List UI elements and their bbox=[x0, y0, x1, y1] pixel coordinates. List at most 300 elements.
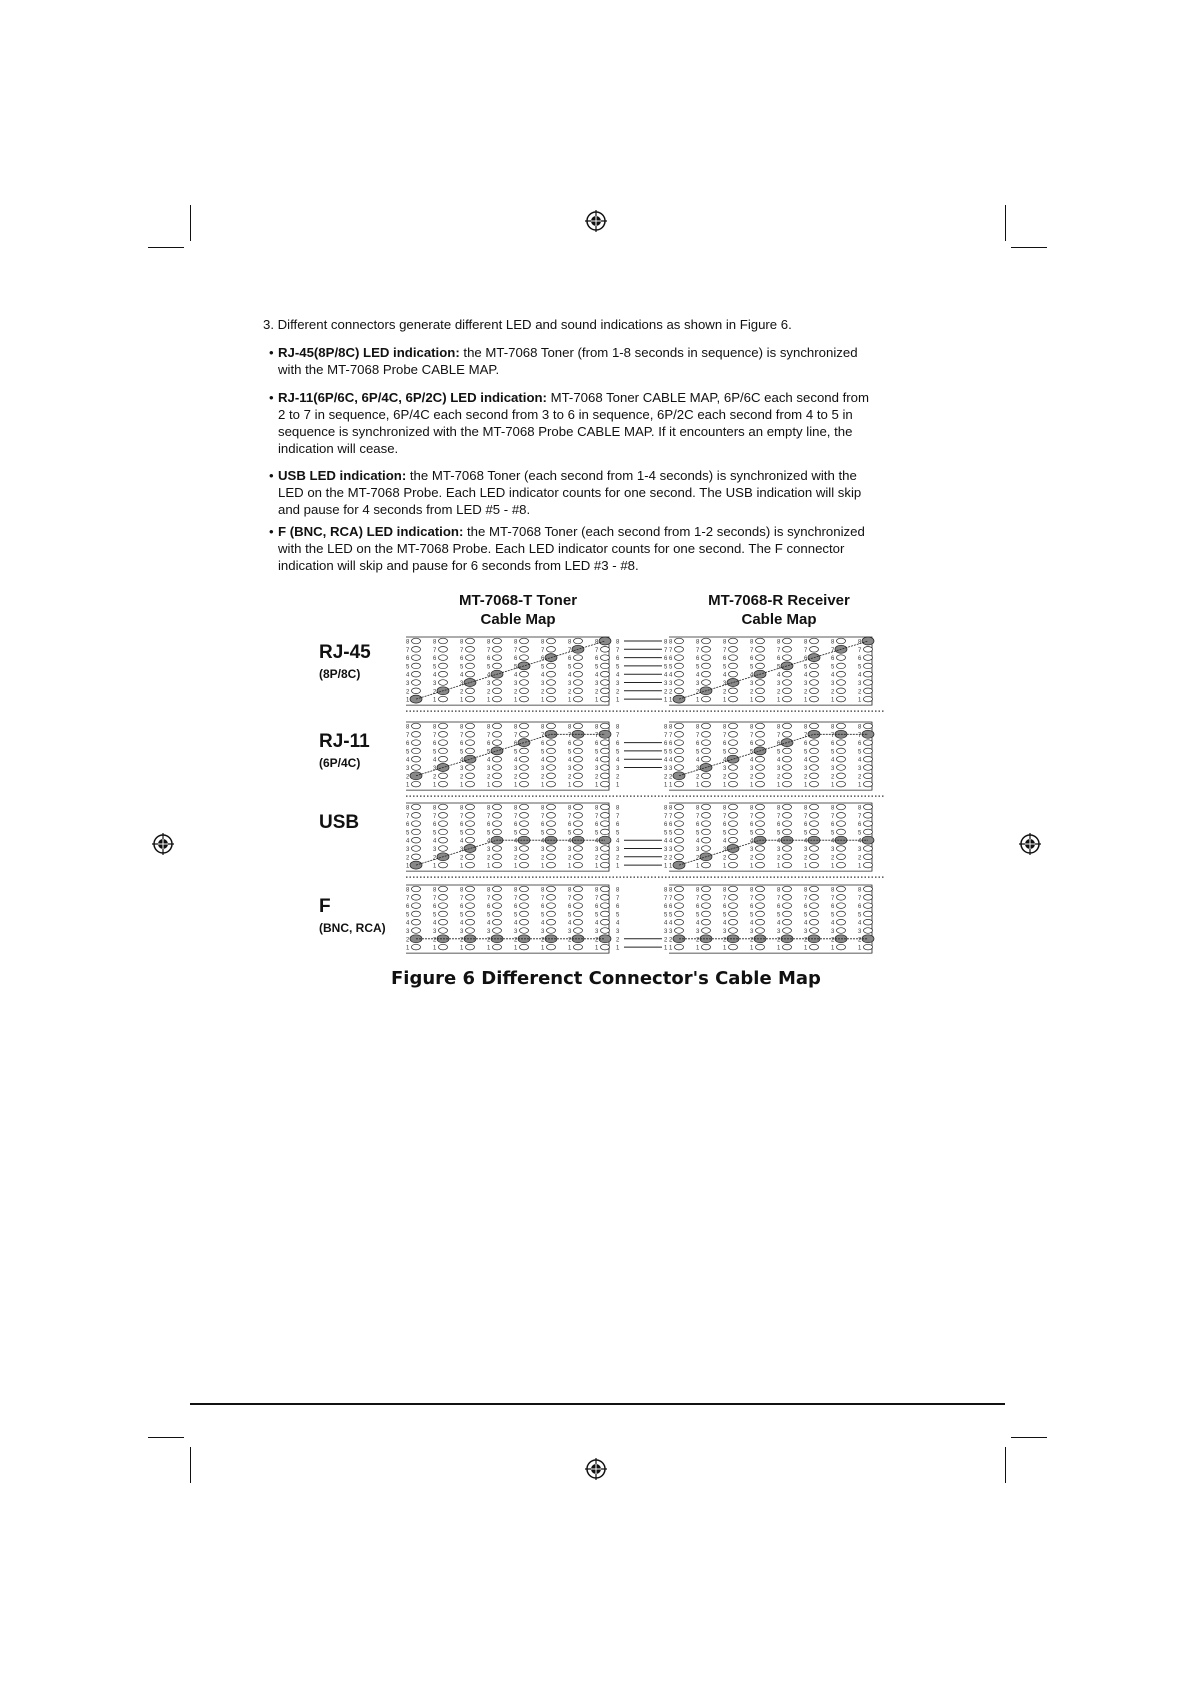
led-number: 5 bbox=[568, 912, 572, 919]
led-number: 1 bbox=[804, 697, 808, 704]
led-number: 6 bbox=[750, 656, 754, 663]
led-number: 8 bbox=[831, 805, 835, 812]
led-off-icon bbox=[412, 837, 421, 843]
led-off-icon bbox=[412, 671, 421, 677]
led-off-icon bbox=[547, 919, 556, 925]
led-number: 8 bbox=[858, 639, 862, 646]
wire-pin-number: 4 bbox=[664, 757, 668, 764]
led-number: 4 bbox=[568, 757, 572, 764]
led-off-icon bbox=[547, 846, 556, 852]
led-off-icon bbox=[493, 696, 502, 702]
led-number: 3 bbox=[723, 929, 727, 935]
led-number: 8 bbox=[696, 724, 700, 731]
led-number: 1 bbox=[858, 782, 862, 789]
led-off-icon bbox=[729, 895, 738, 901]
led-number: 1 bbox=[696, 863, 700, 870]
wire-pin-number: 2 bbox=[664, 689, 668, 696]
led-number: 2 bbox=[669, 855, 673, 862]
led-number: 6 bbox=[568, 822, 572, 829]
led-off-icon bbox=[729, 671, 738, 677]
led-number: 7 bbox=[669, 895, 673, 902]
led-number: 7 bbox=[750, 895, 754, 902]
led-number: 2 bbox=[487, 937, 491, 944]
led-number: 3 bbox=[406, 766, 410, 772]
led-off-icon bbox=[675, 723, 684, 729]
led-off-icon bbox=[810, 680, 819, 686]
led-off-icon bbox=[702, 748, 711, 754]
led-off-icon bbox=[702, 696, 711, 702]
led-off-icon bbox=[466, 813, 475, 819]
led-number: 1 bbox=[669, 945, 673, 952]
led-off-icon bbox=[810, 854, 819, 860]
led-off-icon bbox=[547, 895, 556, 901]
led-number: 7 bbox=[433, 895, 437, 902]
led-off-icon bbox=[601, 903, 610, 909]
led-off-icon bbox=[864, 903, 873, 909]
led-number: 8 bbox=[433, 887, 437, 894]
led-off-icon bbox=[729, 732, 738, 738]
led-off-icon bbox=[601, 748, 610, 754]
led-off-icon bbox=[439, 821, 448, 827]
led-number: 1 bbox=[777, 945, 781, 952]
led-off-icon bbox=[729, 740, 738, 746]
led-off-icon bbox=[702, 944, 711, 950]
led-number: 2 bbox=[460, 689, 464, 696]
led-number: 1 bbox=[723, 945, 727, 952]
led-number: 8 bbox=[777, 724, 781, 731]
wire-pin-number: 5 bbox=[664, 749, 668, 756]
led-number: 2 bbox=[460, 855, 464, 862]
led-number: 1 bbox=[750, 697, 754, 704]
led-off-icon bbox=[493, 765, 502, 771]
led-off-icon bbox=[439, 756, 448, 762]
led-off-icon bbox=[756, 944, 765, 950]
led-number: 5 bbox=[595, 664, 599, 671]
led-off-icon bbox=[547, 663, 556, 669]
led-number: 5 bbox=[750, 664, 754, 671]
led-off-icon bbox=[702, 740, 711, 746]
led-off-icon bbox=[783, 748, 792, 754]
led-number: 6 bbox=[777, 741, 781, 748]
led-number: 4 bbox=[406, 672, 410, 679]
led-off-icon bbox=[756, 895, 765, 901]
led-number: 7 bbox=[541, 813, 545, 820]
led-number: 6 bbox=[831, 904, 835, 911]
wire-pin-number: 4 bbox=[664, 672, 668, 679]
led-off-icon bbox=[810, 862, 819, 868]
led-off-icon bbox=[493, 740, 502, 746]
led-off-icon bbox=[837, 804, 846, 810]
led-number: 5 bbox=[750, 912, 754, 919]
led-off-icon bbox=[675, 821, 684, 827]
led-off-icon bbox=[412, 647, 421, 653]
led-off-icon bbox=[702, 638, 711, 644]
led-number: 6 bbox=[460, 741, 464, 748]
led-off-icon bbox=[783, 911, 792, 917]
led-off-icon bbox=[493, 846, 502, 852]
wire-pin-number: 6 bbox=[664, 741, 668, 748]
led-off-icon bbox=[412, 732, 421, 738]
led-off-icon bbox=[601, 680, 610, 686]
led-number: 4 bbox=[750, 757, 754, 764]
led-off-icon bbox=[702, 886, 711, 892]
led-off-icon bbox=[837, 748, 846, 754]
led-number: 3 bbox=[595, 847, 599, 853]
led-number: 7 bbox=[750, 813, 754, 820]
led-off-icon bbox=[675, 804, 684, 810]
led-off-icon bbox=[412, 723, 421, 729]
led-off-icon bbox=[547, 773, 556, 779]
led-number: 3 bbox=[460, 766, 464, 772]
led-number: 3 bbox=[750, 847, 754, 853]
wire-pin-number: 1 bbox=[616, 782, 620, 789]
led-number: 1 bbox=[669, 863, 673, 870]
led-off-icon bbox=[466, 732, 475, 738]
led-number: 1 bbox=[777, 782, 781, 789]
led-number: 1 bbox=[595, 863, 599, 870]
led-off-icon bbox=[439, 903, 448, 909]
led-number: 2 bbox=[777, 937, 781, 944]
led-off-icon bbox=[837, 829, 846, 835]
led-off-icon bbox=[412, 903, 421, 909]
led-number: 7 bbox=[406, 813, 410, 820]
led-number: 1 bbox=[777, 697, 781, 704]
led-off-icon bbox=[574, 846, 583, 852]
bullet-text: with the MT-7068 Probe CABLE MAP. bbox=[278, 362, 500, 377]
led-number: 2 bbox=[804, 774, 808, 781]
led-number: 2 bbox=[750, 689, 754, 696]
bullet-text: 2 to 7 in sequence, 6P/4C each second from 3 to 6 in sequence, 6P/2C each second from 4 to 5 in bbox=[278, 407, 853, 422]
led-off-icon bbox=[675, 765, 684, 771]
led-off-icon bbox=[493, 688, 502, 694]
led-off-icon bbox=[412, 911, 421, 917]
led-number: 5 bbox=[568, 664, 572, 671]
led-off-icon bbox=[601, 928, 610, 934]
led-off-icon bbox=[864, 756, 873, 762]
led-off-icon bbox=[520, 696, 529, 702]
led-off-icon bbox=[810, 919, 819, 925]
led-number: 7 bbox=[723, 647, 727, 654]
led-off-icon bbox=[810, 740, 819, 746]
led-number: 4 bbox=[487, 757, 491, 764]
led-number: 6 bbox=[460, 656, 464, 663]
led-off-icon bbox=[810, 911, 819, 917]
led-off-icon bbox=[412, 688, 421, 694]
led-off-icon bbox=[783, 944, 792, 950]
led-number: 6 bbox=[777, 904, 781, 911]
led-off-icon bbox=[439, 680, 448, 686]
led-number: 6 bbox=[804, 822, 808, 829]
wire-pin-number: 5 bbox=[616, 664, 620, 671]
led-off-icon bbox=[547, 862, 556, 868]
led-number: 5 bbox=[433, 749, 437, 756]
led-off-icon bbox=[466, 781, 475, 787]
led-number: 4 bbox=[750, 920, 754, 927]
led-lit-icon bbox=[727, 755, 739, 763]
led-number: 8 bbox=[696, 805, 700, 812]
led-off-icon bbox=[520, 732, 529, 738]
led-off-icon bbox=[601, 944, 610, 950]
led-off-icon bbox=[729, 696, 738, 702]
led-number: 4 bbox=[858, 757, 862, 764]
led-off-icon bbox=[756, 696, 765, 702]
led-number: 1 bbox=[804, 782, 808, 789]
led-number: 2 bbox=[487, 689, 491, 696]
led-number: 4 bbox=[487, 920, 491, 927]
led-number: 1 bbox=[514, 863, 518, 870]
led-number: 2 bbox=[406, 855, 410, 862]
led-number: 5 bbox=[669, 749, 673, 756]
led-off-icon bbox=[466, 638, 475, 644]
led-number: 4 bbox=[696, 672, 700, 679]
led-off-icon bbox=[547, 829, 556, 835]
led-off-icon bbox=[466, 655, 475, 661]
wire-pin-number: 4 bbox=[616, 838, 620, 845]
wire-pin-number: 4 bbox=[664, 838, 668, 845]
led-off-icon bbox=[837, 773, 846, 779]
wire-pin-number: 3 bbox=[616, 766, 620, 772]
led-off-icon bbox=[864, 928, 873, 934]
led-number: 8 bbox=[777, 639, 781, 646]
led-off-icon bbox=[864, 804, 873, 810]
led-number: 5 bbox=[460, 664, 464, 671]
led-number: 6 bbox=[406, 656, 410, 663]
led-number: 2 bbox=[723, 855, 727, 862]
bullet-dot: • bbox=[269, 468, 274, 483]
led-number: 5 bbox=[514, 912, 518, 919]
led-off-icon bbox=[810, 765, 819, 771]
led-off-icon bbox=[864, 862, 873, 868]
led-off-icon bbox=[439, 671, 448, 677]
led-number: 2 bbox=[777, 774, 781, 781]
led-number: 1 bbox=[858, 863, 862, 870]
bullet-text: the MT-7068 Toner (each second from 1-2 seconds) is synchronized bbox=[467, 524, 865, 539]
led-number: 1 bbox=[433, 945, 437, 952]
led-number: 6 bbox=[831, 741, 835, 748]
led-number: 2 bbox=[541, 774, 545, 781]
led-number: 2 bbox=[858, 855, 862, 862]
led-number: 8 bbox=[858, 724, 862, 731]
led-number: 6 bbox=[696, 741, 700, 748]
led-number: 7 bbox=[831, 647, 835, 654]
led-number: 8 bbox=[568, 639, 572, 646]
led-number: 8 bbox=[831, 724, 835, 731]
led-number: 4 bbox=[777, 838, 781, 845]
led-off-icon bbox=[810, 773, 819, 779]
led-number: 5 bbox=[831, 749, 835, 756]
led-off-icon bbox=[520, 895, 529, 901]
led-off-icon bbox=[702, 813, 711, 819]
led-off-icon bbox=[864, 846, 873, 852]
led-off-icon bbox=[547, 680, 556, 686]
led-number: 7 bbox=[777, 732, 781, 739]
led-off-icon bbox=[810, 688, 819, 694]
led-off-icon bbox=[810, 813, 819, 819]
led-off-icon bbox=[493, 829, 502, 835]
led-off-icon bbox=[702, 895, 711, 901]
led-off-icon bbox=[520, 854, 529, 860]
led-off-icon bbox=[864, 655, 873, 661]
led-number: 6 bbox=[406, 904, 410, 911]
led-off-icon bbox=[810, 647, 819, 653]
led-off-icon bbox=[466, 688, 475, 694]
led-number: 8 bbox=[723, 639, 727, 646]
led-lit-icon bbox=[464, 755, 476, 763]
connector-label-rj11: RJ-11 bbox=[319, 731, 370, 752]
led-off-icon bbox=[574, 821, 583, 827]
led-off-icon bbox=[729, 765, 738, 771]
bullet-text: MT-7068 Toner CABLE MAP, 6P/6C each second from bbox=[550, 390, 869, 405]
led-number: 1 bbox=[460, 697, 464, 704]
led-off-icon bbox=[601, 688, 610, 694]
led-off-icon bbox=[439, 813, 448, 819]
led-off-icon bbox=[547, 647, 556, 653]
led-off-icon bbox=[729, 638, 738, 644]
led-off-icon bbox=[520, 748, 529, 754]
led-number: 8 bbox=[750, 639, 754, 646]
wire-pin-number: 2 bbox=[664, 855, 668, 862]
led-off-icon bbox=[729, 928, 738, 934]
led-off-icon bbox=[574, 829, 583, 835]
led-off-icon bbox=[729, 647, 738, 653]
led-off-icon bbox=[729, 813, 738, 819]
led-off-icon bbox=[520, 765, 529, 771]
led-number: 7 bbox=[568, 647, 572, 654]
led-off-icon bbox=[675, 732, 684, 738]
led-off-icon bbox=[547, 781, 556, 787]
led-off-icon bbox=[783, 773, 792, 779]
led-number: 4 bbox=[696, 920, 700, 927]
led-off-icon bbox=[412, 765, 421, 771]
led-off-icon bbox=[493, 773, 502, 779]
led-off-icon bbox=[756, 732, 765, 738]
led-number: 4 bbox=[750, 838, 754, 845]
led-number: 5 bbox=[858, 830, 862, 837]
led-off-icon bbox=[783, 781, 792, 787]
led-off-icon bbox=[675, 837, 684, 843]
led-off-icon bbox=[783, 688, 792, 694]
led-number: 4 bbox=[514, 920, 518, 927]
led-number: 7 bbox=[487, 813, 491, 820]
led-off-icon bbox=[783, 732, 792, 738]
led-off-icon bbox=[837, 862, 846, 868]
led-number: 6 bbox=[669, 822, 673, 829]
led-number: 8 bbox=[595, 724, 599, 731]
led-off-icon bbox=[756, 765, 765, 771]
led-number: 4 bbox=[460, 672, 464, 679]
bullet-text: indication will cease. bbox=[278, 441, 399, 456]
led-number: 3 bbox=[595, 929, 599, 935]
led-number: 1 bbox=[723, 697, 727, 704]
led-off-icon bbox=[702, 911, 711, 917]
led-number: 4 bbox=[777, 920, 781, 927]
led-off-icon bbox=[547, 928, 556, 934]
led-number: 6 bbox=[460, 822, 464, 829]
led-number: 8 bbox=[514, 887, 518, 894]
led-off-icon bbox=[601, 723, 610, 729]
wire-pin-number: 1 bbox=[616, 945, 620, 952]
led-number: 7 bbox=[595, 647, 599, 654]
bullet-label: F (BNC, RCA) LED indication: bbox=[278, 524, 464, 539]
led-number: 7 bbox=[777, 813, 781, 820]
led-number: 8 bbox=[433, 724, 437, 731]
wire-pin-number: 2 bbox=[664, 937, 668, 944]
led-number: 4 bbox=[514, 672, 518, 679]
led-number: 8 bbox=[696, 639, 700, 646]
led-off-icon bbox=[466, 903, 475, 909]
led-number: 2 bbox=[433, 937, 437, 944]
led-number: 8 bbox=[804, 887, 808, 894]
led-off-icon bbox=[439, 638, 448, 644]
led-number: 2 bbox=[541, 855, 545, 862]
wire-pin-number: 8 bbox=[664, 724, 668, 731]
led-off-icon bbox=[520, 903, 529, 909]
wire-pin-number: 5 bbox=[664, 830, 668, 837]
led-number: 5 bbox=[595, 912, 599, 919]
led-number: 5 bbox=[858, 664, 862, 671]
led-number: 7 bbox=[777, 647, 781, 654]
led-off-icon bbox=[783, 895, 792, 901]
led-number: 3 bbox=[514, 681, 518, 687]
wire-pin-number: 1 bbox=[616, 697, 620, 704]
led-number: 3 bbox=[831, 766, 835, 772]
led-off-icon bbox=[493, 919, 502, 925]
led-number: 7 bbox=[406, 732, 410, 739]
connector-label-usb: USB bbox=[319, 812, 360, 833]
led-off-icon bbox=[864, 663, 873, 669]
wire-pin-number: 7 bbox=[664, 895, 668, 902]
led-number: 8 bbox=[406, 887, 410, 894]
wire-pin-number: 8 bbox=[664, 805, 668, 812]
led-number: 2 bbox=[858, 774, 862, 781]
led-off-icon bbox=[601, 671, 610, 677]
led-number: 6 bbox=[750, 904, 754, 911]
wire-pin-number: 3 bbox=[616, 681, 620, 687]
wire-pin-number: 2 bbox=[616, 855, 620, 862]
led-number: 6 bbox=[541, 904, 545, 911]
led-number: 1 bbox=[433, 782, 437, 789]
led-off-icon bbox=[547, 696, 556, 702]
led-number: 2 bbox=[514, 937, 518, 944]
led-off-icon bbox=[729, 804, 738, 810]
led-off-icon bbox=[864, 647, 873, 653]
led-off-icon bbox=[439, 919, 448, 925]
led-number: 6 bbox=[696, 656, 700, 663]
led-number: 8 bbox=[723, 724, 727, 731]
led-number: 8 bbox=[777, 887, 781, 894]
led-off-icon bbox=[439, 773, 448, 779]
led-off-icon bbox=[864, 765, 873, 771]
led-number: 4 bbox=[669, 757, 673, 764]
led-off-icon bbox=[864, 723, 873, 729]
led-number: 6 bbox=[858, 656, 862, 663]
led-off-icon bbox=[412, 919, 421, 925]
led-off-icon bbox=[702, 723, 711, 729]
led-number: 3 bbox=[433, 681, 437, 687]
led-off-icon bbox=[493, 903, 502, 909]
led-off-icon bbox=[466, 723, 475, 729]
led-off-icon bbox=[601, 829, 610, 835]
led-off-icon bbox=[675, 911, 684, 917]
led-off-icon bbox=[520, 804, 529, 810]
wire-pin-number: 6 bbox=[616, 656, 620, 663]
led-off-icon bbox=[675, 748, 684, 754]
led-number: 7 bbox=[433, 732, 437, 739]
led-off-icon bbox=[756, 911, 765, 917]
led-number: 1 bbox=[804, 945, 808, 952]
led-off-icon bbox=[675, 903, 684, 909]
led-number: 7 bbox=[804, 647, 808, 654]
